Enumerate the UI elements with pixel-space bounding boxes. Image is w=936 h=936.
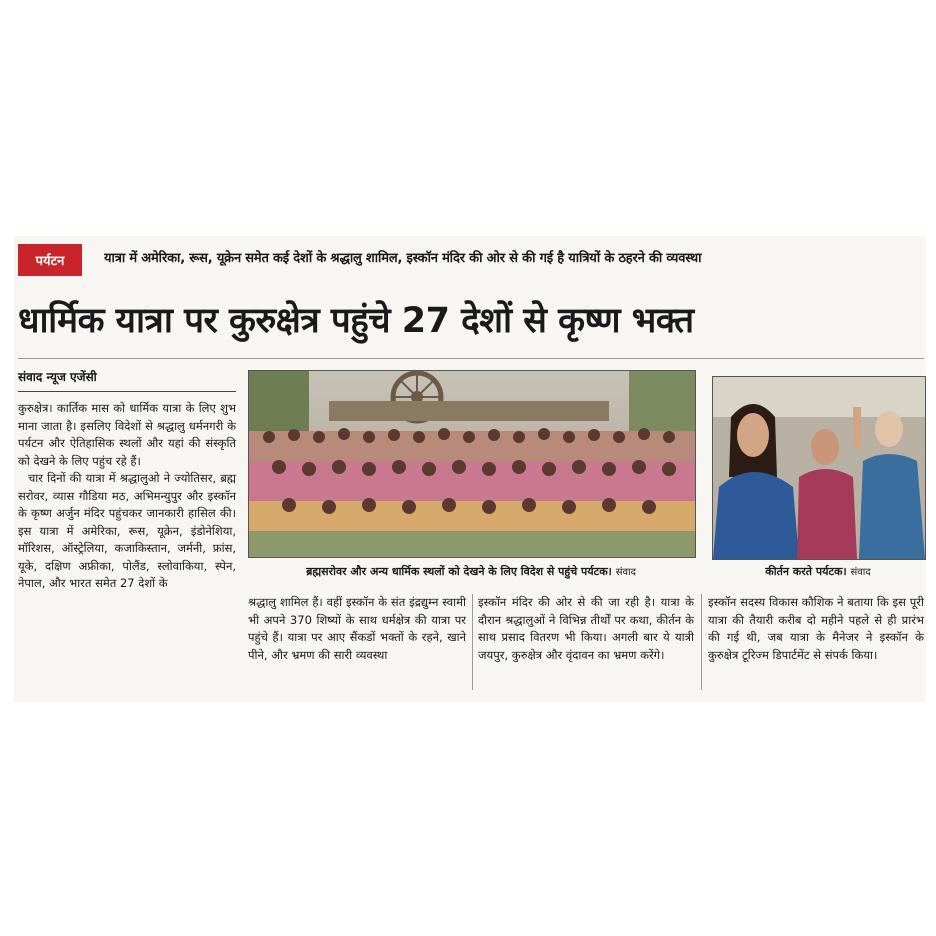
article-column-3 bbox=[478, 594, 694, 664]
byline: संवाद न्यूज एजेंसी bbox=[18, 368, 236, 392]
caption-text: कीर्तन करते पर्यटक। bbox=[765, 565, 847, 578]
paragraph-3: श्रद्धालु शामिल हैं। वहीं इस्कॉन के संत इंद्रद्युम्न स्वामी भी अपने 370 शिष्यों के साथ धर्मक्षेत्र की यात्रा पर पहुंचे हैं। यात्रा पर आए सैंकडों भक्तों के रहने, खाने पीने, और भ्रमण की सारी व्यवस्था bbox=[248, 595, 466, 662]
article-column-4 bbox=[708, 594, 924, 664]
caption-text: ब्रह्मसरोवर और अन्य धार्मिक स्थलों को देखने के लिए विदेश से पहुंचे पर्यटक। bbox=[306, 565, 612, 578]
paragraph-5: इस्कॉन सदस्य विकास कौशिक ने बताया कि इस पूरी यात्रा की तैयारी करीब दो महीने पहले से ही प्रारंभ की गई थी, जब यात्रा के मैनेजर ने इस्कॉन के कुरुक्षेत्र टूरिज्म डिपार्टमेंट से संपर्क किया। bbox=[708, 595, 924, 662]
caption-source: संवाद bbox=[850, 567, 871, 578]
kirtan-photo-caption bbox=[712, 564, 924, 579]
section-tag: पर्यटन bbox=[18, 244, 82, 276]
article-column-1 bbox=[18, 400, 236, 593]
kirtan-photo bbox=[712, 376, 926, 560]
paragraph-4: इस्कॉन मंदिर की ओर से की जा रही है। यात्रा के दौरान श्रद्धालुओं ने विभिन्न तीर्थों पर कथा, कीर्तन के साथ प्रसाद वितरण भी किया। अगली बार ये यात्री जयपुर, कुरुक्षेत्र और वृंदावन का भ्रमण करेंगे। bbox=[478, 595, 694, 662]
article-column-2 bbox=[248, 594, 466, 664]
paragraph-2: चार दिनों की यात्रा में श्रद्धालुओ ने ज्योतिसर, ब्रह्म सरोवर, व्यास गौडिया मठ, अभिमन्युपुर और इस्कॉन के कृष्ण अर्जुन मंदिर पहुंचकर जानकारी हासिल की। इस यात्रा में अमेरिका, रूस, यूक्रेन, इंडोनेशिया, मॉरिशस, ऑस्ट्रेलिया, कजाकिस्तान, जर्मनी, फ्रांस, यूके, दक्षिण अफ्रीका, पोलैंड, स्लोवाकिया, स्पेन, नेपाल, और भारत समेत 27 देशों के bbox=[18, 471, 236, 590]
group-photo-caption bbox=[248, 564, 694, 579]
subheadline: यात्रा में अमेरिका, रूस, यूक्रेन समेत कई देशों के श्रद्धालु शामिल, इस्कॉन मंदिर की ओर से की गई है यात्रियों के ठहरने की व्यवस्था bbox=[104, 251, 702, 266]
headline-rule bbox=[18, 358, 924, 359]
caption-source: संवाद bbox=[615, 567, 636, 578]
paragraph-1: कुरुक्षेत्र। कार्तिक मास को धार्मिक यात्रा के लिए शुभ माना जाता है। इसलिए विदेशों से श्रद्धालु धर्मनगरी के पर्यटन और ऐतिहासिक स्थलों और यहां की संस्कृति को देखने के लिए पहुंच रहे हैं। bbox=[18, 401, 236, 468]
group-photo-image bbox=[249, 371, 695, 557]
column-divider bbox=[472, 594, 473, 690]
kirtan-photo-image bbox=[713, 377, 925, 559]
group-photo bbox=[248, 370, 696, 558]
headline: धार्मिक यात्रा पर कुरुक्षेत्र पहुंचे 27 देशों से कृष्ण भक्त bbox=[18, 300, 694, 341]
column-divider bbox=[701, 594, 702, 690]
